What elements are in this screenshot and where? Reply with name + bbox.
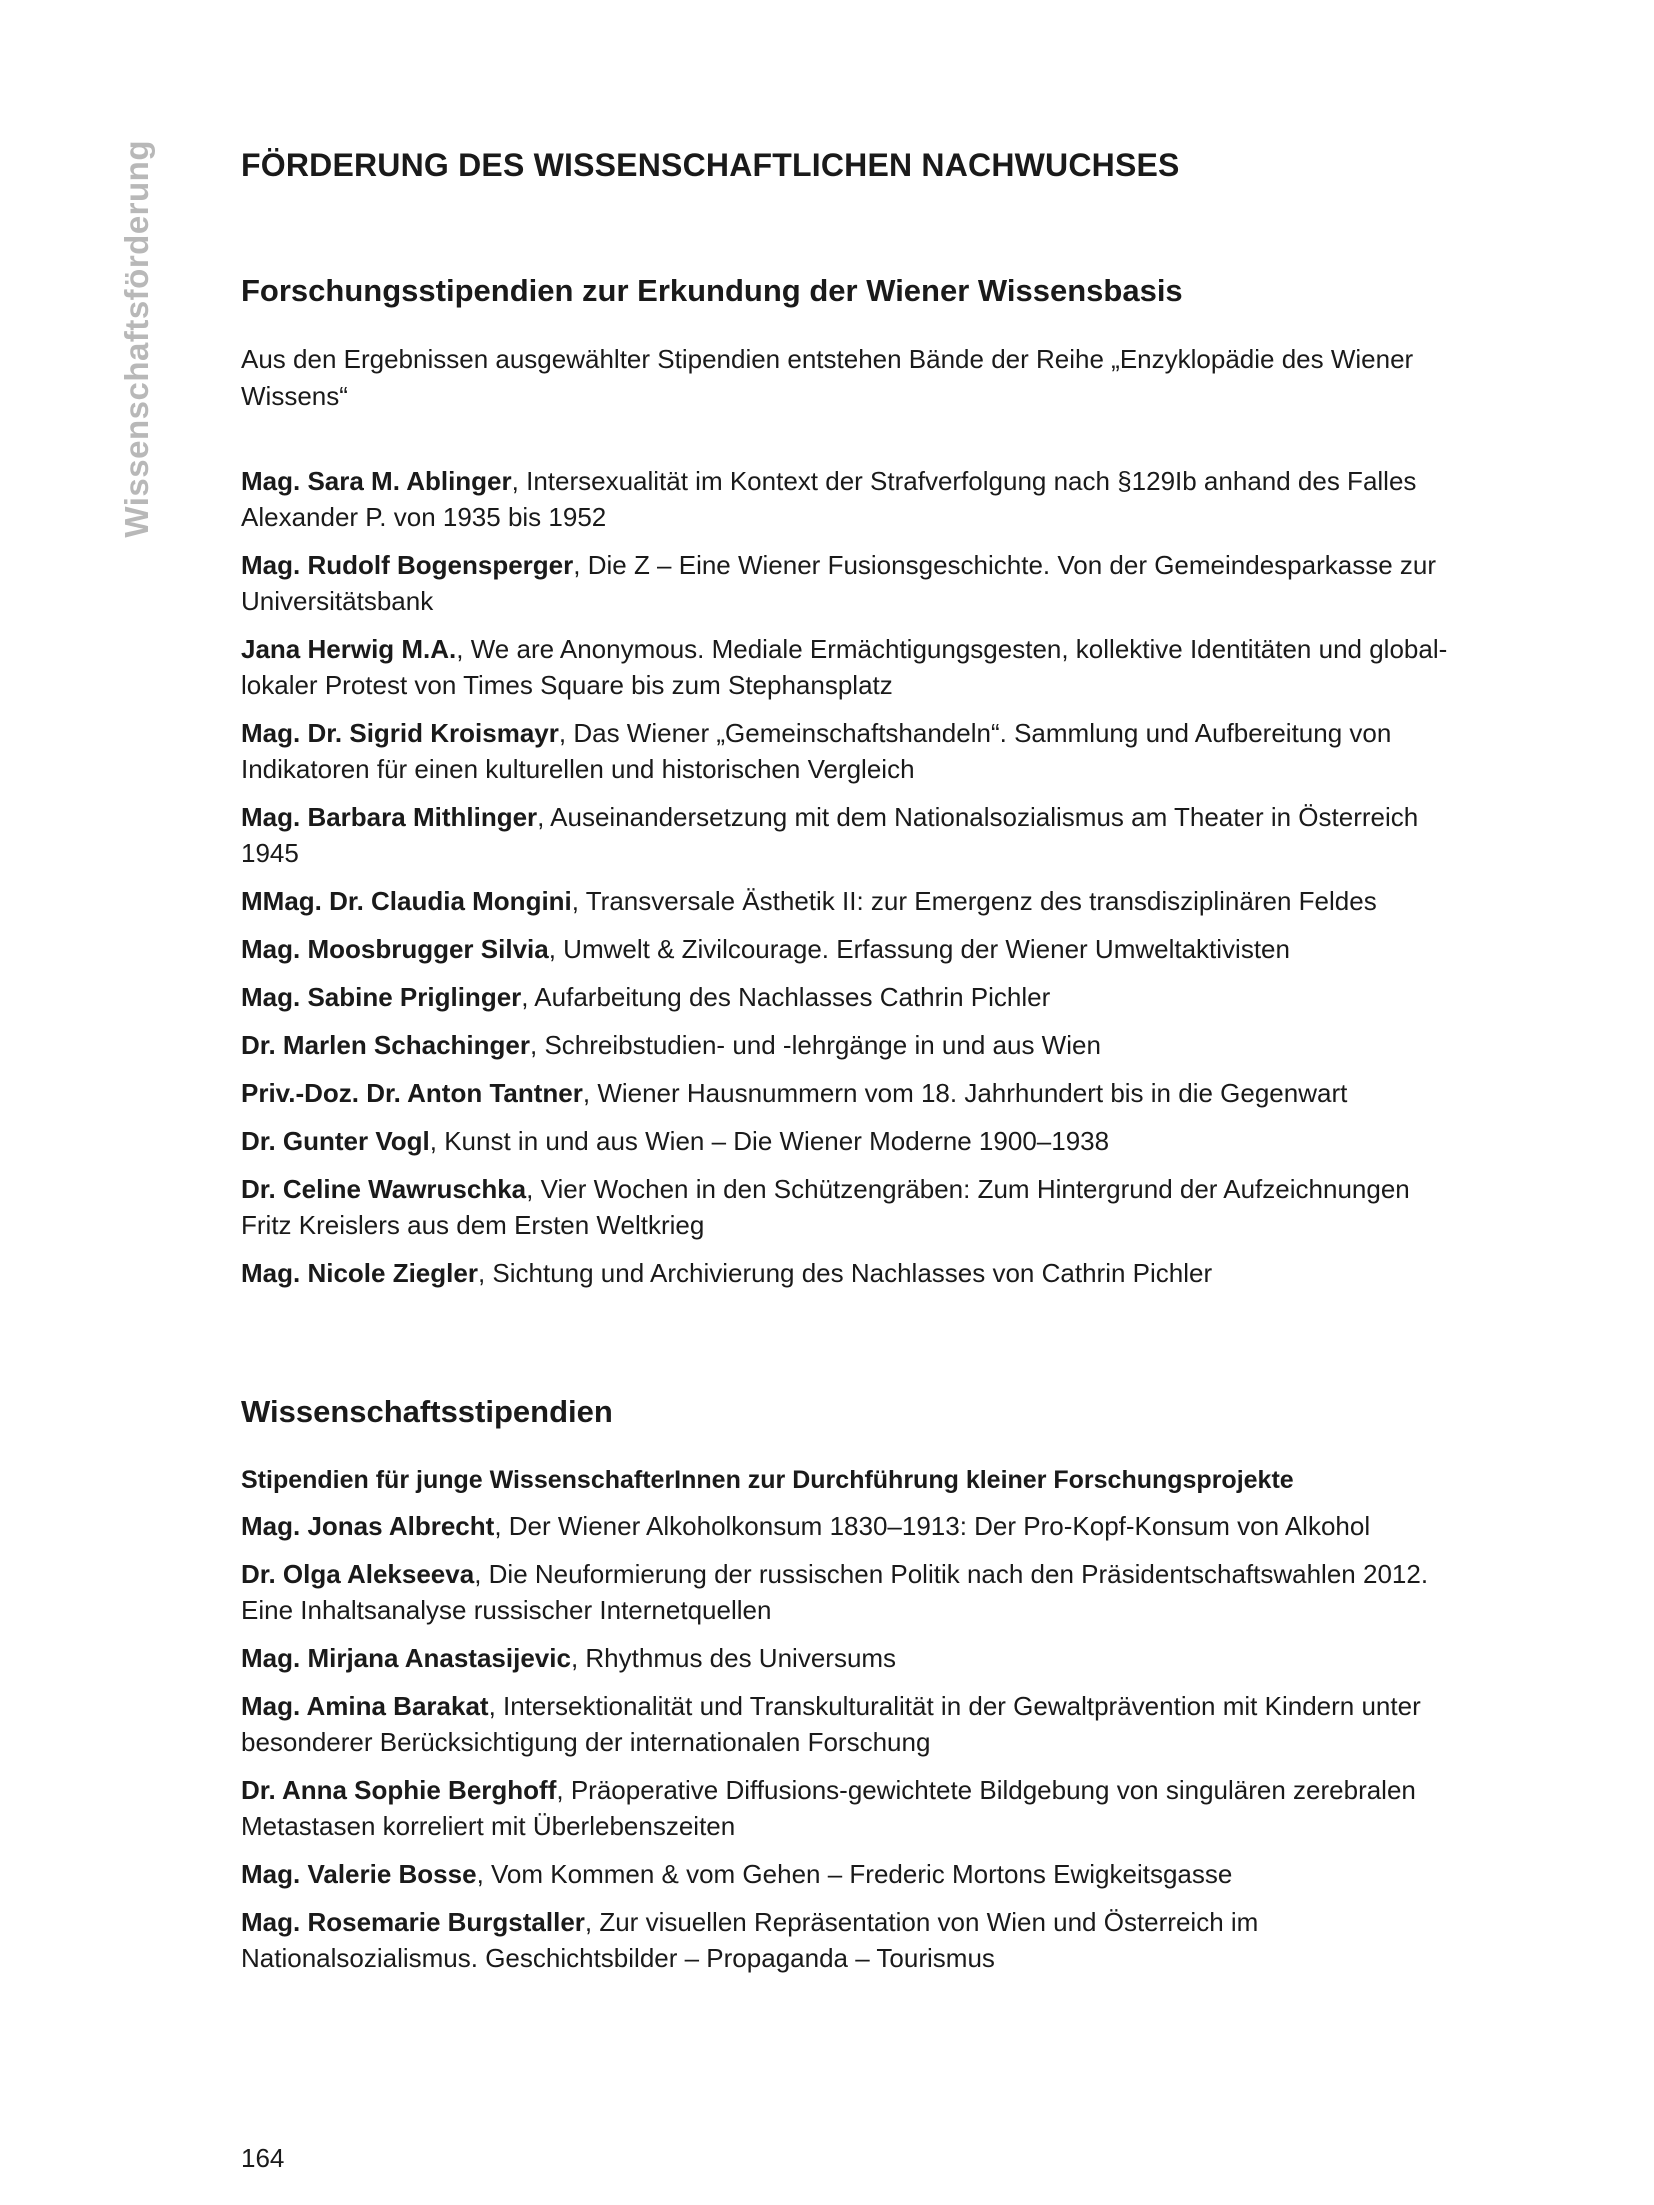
entry-title: Schreibstudien- und -lehrgänge in und aus Wien: [544, 1030, 1101, 1060]
entry-title: Wiener Hausnummern vom 18. Jahrhundert bis in die Gegenwart: [597, 1078, 1348, 1108]
entry-name: Mag. Sara M. Ablinger: [241, 466, 512, 496]
entry-title: Rhythmus des Universums: [585, 1643, 897, 1673]
section-title: Forschungsstipendien zur Erkundung der Wiener Wissensbasis: [241, 273, 1183, 308]
section-intro: Aus den Ergebnissen ausgewählter Stipendien entstehen Bände der Reihe „Enzyklopädie des Wiener Wissens“: [241, 344, 1414, 411]
list-item: Mag. Sabine Priglinger, Aufarbeitung des Nachlasses Cathrin Pichler: [241, 982, 1051, 1012]
entry-name: Dr. Celine Wawruschka: [241, 1174, 527, 1204]
entry-title: Der Wiener Alkoholkonsum 1830–1913: Der Pro-Kopf-Konsum von Alkohol: [508, 1511, 1371, 1541]
entry-title: Vom Kommen & vom Gehen – Frederic Mortons Ewigkeitsgasse: [491, 1859, 1233, 1889]
entry-name: Mag. Moosbrugger Silvia: [241, 934, 549, 964]
entry-title: Kunst in und aus Wien – Die Wiener Moderne 1900–1938: [444, 1126, 1110, 1156]
section-subtitle: Stipendien für junge WissenschafterInnen zur Durchführung kleiner Forschungsprojekte: [241, 1466, 1294, 1494]
entry-title: Intersexualität im Kontext der Strafverfolgung nach §129Ib anhand des Falles Alexander P. von 1935 bis 1952: [241, 466, 1417, 532]
entry-name: Mag. Sabine Priglinger: [241, 982, 522, 1012]
page-title: FÖRDERUNG DES WISSENSCHAFTLICHEN NACHWUCHSES: [241, 147, 1180, 183]
entry-title: Sichtung und Archivierung des Nachlasses von Cathrin Pichler: [492, 1258, 1213, 1288]
entry-name: Dr. Gunter Vogl: [241, 1126, 430, 1156]
list-item: Mag. Rosemarie Burgstaller, Zur visuellen Repräsentation von Wien und Österreich im Nationalsozialismus. Geschichtsbilder – Propaganda – Tourismus: [241, 1907, 1259, 1973]
entry-title: Auseinandersetzung mit dem Nationalsozialismus am Theater in Österreich 1945: [241, 802, 1419, 868]
entry-name: Mag. Barbara Mithlinger: [241, 802, 538, 832]
list-item: Dr. Gunter Vogl, Kunst in und aus Wien – Die Wiener Moderne 1900–1938: [241, 1126, 1110, 1156]
list-item: Dr. Marlen Schachinger, Schreibstudien- und -lehrgänge in und aus Wien: [241, 1030, 1101, 1060]
list-item: Mag. Amina Barakat, Intersektionalität und Transkulturalität in der Gewaltprävention mit Kindern unter besonderer Berücksichtigung der internationalen Forschung: [241, 1691, 1421, 1757]
list-item: Dr. Anna Sophie Berghoff, Präoperative Diffusions-gewichtete Bildgebung von singulären zerebralen Metastasen korreliert mit Überlebenszeiten: [241, 1775, 1416, 1841]
section-forschungsstipendien: [241, 271, 1451, 1291]
entry-title: Die Z – Eine Wiener Fusionsgeschichte. Von der Gemeindesparkasse zur Universitätsbank: [241, 550, 1437, 616]
entry-name: Mag. Jonas Albrecht: [241, 1511, 495, 1541]
entry-name: Mag. Dr. Sigrid Kroismayr: [241, 718, 559, 748]
entry-title: Intersektionalität und Transkulturalität in der Gewaltprävention mit Kindern unter besonderer Berücksichtigung der internationalen Forschung: [241, 1691, 1421, 1757]
list-item: Mag. Barbara Mithlinger, Auseinandersetzung mit dem Nationalsozialismus am Theater in Österreich 1945: [241, 802, 1419, 868]
section-title: Wissenschaftsstipendien: [241, 1394, 613, 1429]
list-item: Mag. Moosbrugger Silvia, Umwelt & Zivilcourage. Erfassung der Wiener Umweltaktivisten: [241, 934, 1290, 964]
entry-name: Mag. Mirjana Anastasijevic: [241, 1643, 571, 1673]
entry-title: Vier Wochen in den Schützengräben: Zum Hintergrund der Aufzeichnungen Fritz Kreislers aus dem Ersten Weltkrieg: [241, 1174, 1410, 1240]
entry-title: Die Neuformierung der russischen Politik nach den Präsidentschaftswahlen 2012. Eine Inhaltsanalyse russischer Internetquellen: [241, 1559, 1429, 1625]
entry-title: Präoperative Diffusions-gewichtete Bildgebung von singulären zerebralen Metastasen korreliert mit Überlebenszeiten: [241, 1775, 1416, 1841]
entry-name: MMag. Dr. Claudia Mongini: [241, 886, 572, 916]
list-item: Dr. Olga Alekseeva, Die Neuformierung der russischen Politik nach den Präsidentschaftswahlen 2012. Eine Inhaltsanalyse russischer Internetquellen: [241, 1559, 1429, 1625]
list-item: Mag. Dr. Sigrid Kroismayr, Das Wiener „Gemeinschaftshandeln“. Sammlung und Aufbereitung von Indikatoren für einen kulturellen und historischen Vergleich: [241, 718, 1392, 784]
list-item: Mag. Rudolf Bogensperger, Die Z – Eine Wiener Fusionsgeschichte. Von der Gemeindesparkasse zur Universitätsbank: [241, 550, 1437, 616]
list-item: Mag. Sara M. Ablinger, Intersexualität im Kontext der Strafverfolgung nach §129Ib anhand des Falles Alexander P. von 1935 bis 1952: [241, 466, 1417, 532]
list-item: Priv.-Doz. Dr. Anton Tantner, Wiener Hausnummern vom 18. Jahrhundert bis in die Gegenwart: [241, 1078, 1348, 1108]
entry-title: We are Anonymous. Mediale Ermächtigungsgesten, kollektive Identitäten und global-lokaler Protest von Times Square bis zum Stephansplatz: [241, 634, 1448, 700]
entry-name: Jana Herwig M.A.: [241, 634, 457, 664]
entry-name: Mag. Amina Barakat: [241, 1691, 489, 1721]
entry-list: [241, 1508, 1451, 1976]
page-number: 164: [241, 2143, 285, 2173]
section-wissenschaftsstipendien: [241, 1392, 1451, 1976]
entry-list: [241, 463, 1451, 1291]
page-content: [241, 145, 1451, 1988]
entry-title: Transversale Ästhetik II: zur Emergenz des transdisziplinären Feldes: [585, 886, 1377, 916]
entry-title: Umwelt & Zivilcourage. Erfassung der Wiener Umweltaktivisten: [563, 934, 1290, 964]
side-section-label: Wissenschaftsförderung: [118, 140, 155, 538]
list-item: Dr. Celine Wawruschka, Vier Wochen in den Schützengräben: Zum Hintergrund der Aufzeichnungen Fritz Kreislers aus dem Ersten Weltkrieg: [241, 1174, 1410, 1240]
entry-name: Mag. Nicole Ziegler: [241, 1258, 478, 1288]
entry-name: Mag. Valerie Bosse: [241, 1859, 477, 1889]
entry-title: Das Wiener „Gemeinschaftshandeln“. Sammlung und Aufbereitung von Indikatoren für einen kulturellen und historischen Vergleich: [241, 718, 1392, 784]
list-item: Mag. Nicole Ziegler, Sichtung und Archivierung des Nachlasses von Cathrin Pichler: [241, 1258, 1213, 1288]
list-item: Mag. Valerie Bosse, Vom Kommen & vom Gehen – Frederic Mortons Ewigkeitsgasse: [241, 1859, 1233, 1889]
entry-name: Dr. Anna Sophie Berghoff: [241, 1775, 557, 1805]
list-item: Jana Herwig M.A., We are Anonymous. Mediale Ermächtigungsgesten, kollektive Identitäten und global-lokaler Protest von Times Square bis zum Stephansplatz: [241, 634, 1448, 700]
entry-name: Mag. Rosemarie Burgstaller: [241, 1907, 585, 1937]
list-item: MMag. Dr. Claudia Mongini, Transversale Ästhetik II: zur Emergenz des transdisziplinären Feldes: [241, 886, 1377, 916]
entry-name: Dr. Olga Alekseeva: [241, 1559, 475, 1589]
entry-title: Zur visuellen Repräsentation von Wien und Österreich im Nationalsozialismus. Geschichtsbilder – Propaganda – Tourismus: [241, 1907, 1259, 1973]
entry-name: Dr. Marlen Schachinger: [241, 1030, 530, 1060]
entry-name: Mag. Rudolf Bogensperger: [241, 550, 574, 580]
list-item: Mag. Mirjana Anastasijevic, Rhythmus des Universums: [241, 1643, 897, 1673]
entry-title: Aufarbeitung des Nachlasses Cathrin Pichler: [534, 982, 1051, 1012]
list-item: Mag. Jonas Albrecht, Der Wiener Alkoholkonsum 1830–1913: Der Pro-Kopf-Konsum von Alkohol: [241, 1511, 1371, 1541]
entry-name: Priv.-Doz. Dr. Anton Tantner: [241, 1078, 583, 1108]
